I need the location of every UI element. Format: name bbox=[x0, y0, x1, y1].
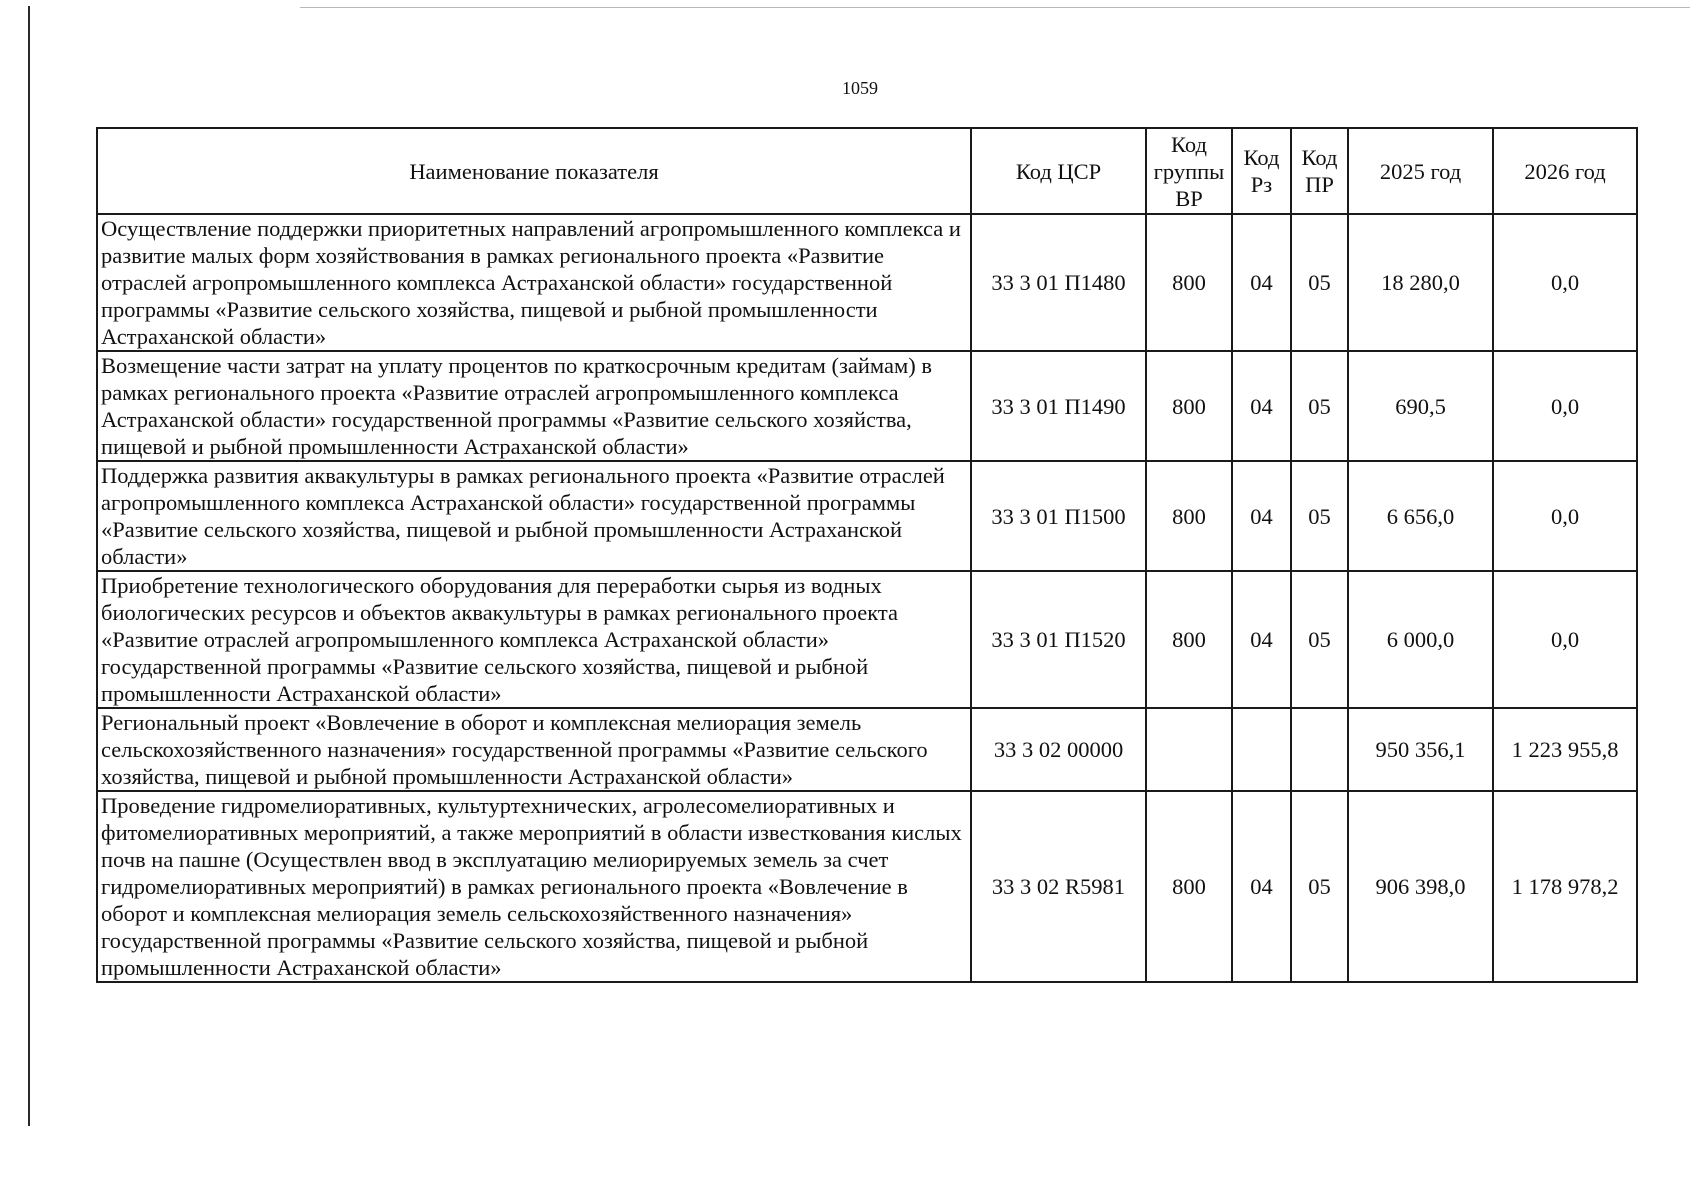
header-rz-line2: Рз bbox=[1250, 172, 1273, 197]
cell-csr: 33 3 01 П1490 bbox=[971, 351, 1146, 461]
cell-rz: 04 bbox=[1232, 214, 1291, 351]
cell-name: Региональный проект «Вовлечение в оборот и комплексная мелиорация земель сельскохозяйственного назначения» государственной программы «Развитие сельского хозяйства, пищевой и рыбной промышленности Астраханской области» bbox=[97, 708, 971, 791]
cell-pr bbox=[1291, 708, 1348, 791]
cell-vr: 800 bbox=[1146, 791, 1232, 982]
cell-rz: 04 bbox=[1232, 351, 1291, 461]
cell-2026: 0,0 bbox=[1493, 214, 1637, 351]
cell-csr: 33 3 02 R5981 bbox=[971, 791, 1146, 982]
cell-pr: 05 bbox=[1291, 461, 1348, 571]
cell-vr bbox=[1146, 708, 1232, 791]
header-2025: 2025 год bbox=[1348, 128, 1493, 214]
header-pr-line1: Код bbox=[1301, 145, 1338, 170]
cell-2025: 6 656,0 bbox=[1348, 461, 1493, 571]
table-header-row bbox=[97, 128, 1637, 214]
cell-rz: 04 bbox=[1232, 791, 1291, 982]
header-vr-line1: Код bbox=[1171, 131, 1207, 157]
header-rz bbox=[1232, 128, 1291, 214]
cell-vr: 800 bbox=[1146, 571, 1232, 708]
header-vr-line3: ВР bbox=[1175, 185, 1203, 211]
cell-2025: 18 280,0 bbox=[1348, 214, 1493, 351]
cell-rz: 04 bbox=[1232, 461, 1291, 571]
header-pr bbox=[1291, 128, 1348, 214]
cell-name: Приобретение технологического оборудования для переработки сырья из водных биологических ресурсов и объектов аквакультуры в рамках регионального проекта «Развитие отраслей агропромышленного комплекса Астраханской области» государственной программы «Развитие сельского хозяйства, пищевой и рыбной промышленности Астраханской области» bbox=[97, 571, 971, 708]
table-row bbox=[97, 214, 1637, 351]
table-row bbox=[97, 351, 1637, 461]
page-number: 1059 bbox=[842, 78, 878, 98]
cell-name: Проведение гидромелиоративных, культуртехнических, агролесомелиоративных и фитомелиоративных мероприятий, а также мероприятий в области известкования кислых почв на пашне (Осуществлен ввод в эксплуатацию мелиорируемых земель за счет гидромелиоративных мероприятий) в рамках регионального проекта «Вовлечение в оборот и комплексная мелиорация земель сельскохозяйственного назначения» государственной программы «Развитие сельского хозяйства, пищевой и рыбной промышленности Астраханской области» bbox=[97, 791, 971, 982]
cell-pr: 05 bbox=[1291, 351, 1348, 461]
cell-csr: 33 3 01 П1520 bbox=[971, 571, 1146, 708]
table-row bbox=[97, 571, 1637, 708]
cell-2026: 0,0 bbox=[1493, 571, 1637, 708]
cell-pr: 05 bbox=[1291, 214, 1348, 351]
scan-left-edge bbox=[28, 6, 30, 1126]
header-pr-line2: ПР bbox=[1305, 172, 1334, 197]
cell-name: Возмещение части затрат на уплату процентов по краткосрочным кредитам (займам) в рамках регионального проекта «Развитие отраслей агропромышленного комплекса Астраханской области» государственной программы «Развитие сельского хозяйства, пищевой и рыбной промышленности Астраханской области» bbox=[97, 351, 971, 461]
cell-2025: 690,5 bbox=[1348, 351, 1493, 461]
cell-name: Поддержка развития аквакультуры в рамках регионального проекта «Развитие отраслей агропромышленного комплекса Астраханской области» государственной программы «Развитие сельского хозяйства, пищевой и рыбной промышленности Астраханской области» bbox=[97, 461, 971, 571]
scan-top-edge bbox=[300, 7, 1690, 8]
cell-2025: 906 398,0 bbox=[1348, 791, 1493, 982]
cell-2026: 0,0 bbox=[1493, 461, 1637, 571]
cell-csr: 33 3 02 00000 bbox=[971, 708, 1146, 791]
header-name: Наименование показателя bbox=[97, 128, 971, 214]
cell-rz: 04 bbox=[1232, 571, 1291, 708]
cell-vr: 800 bbox=[1146, 214, 1232, 351]
budget-table bbox=[96, 127, 1638, 983]
table-row bbox=[97, 461, 1637, 571]
header-csr: Код ЦСР bbox=[971, 128, 1146, 214]
cell-2026: 1 178 978,2 bbox=[1493, 791, 1637, 982]
cell-vr: 800 bbox=[1146, 351, 1232, 461]
cell-csr: 33 3 01 П1500 bbox=[971, 461, 1146, 571]
cell-2025: 950 356,1 bbox=[1348, 708, 1493, 791]
cell-csr: 33 3 01 П1480 bbox=[971, 214, 1146, 351]
cell-2025: 6 000,0 bbox=[1348, 571, 1493, 708]
cell-pr: 05 bbox=[1291, 791, 1348, 982]
header-vr-line2: группы bbox=[1153, 158, 1225, 184]
header-rz-line1: Код bbox=[1243, 145, 1280, 170]
cell-vr: 800 bbox=[1146, 461, 1232, 571]
cell-name: Осуществление поддержки приоритетных направлений агропромышленного комплекса и развитие малых форм хозяйствования в рамках регионального проекта «Развитие отраслей агропромышленного комплекса Астраханской области» государственной программы «Развитие сельского хозяйства, пищевой и рыбной промышленности Астраханской области» bbox=[97, 214, 971, 351]
header-vr bbox=[1146, 128, 1232, 214]
cell-pr: 05 bbox=[1291, 571, 1348, 708]
cell-2026: 1 223 955,8 bbox=[1493, 708, 1637, 791]
cell-rz bbox=[1232, 708, 1291, 791]
header-2026: 2026 год bbox=[1493, 128, 1637, 214]
table-row bbox=[97, 708, 1637, 791]
cell-2026: 0,0 bbox=[1493, 351, 1637, 461]
table-row bbox=[97, 791, 1637, 982]
